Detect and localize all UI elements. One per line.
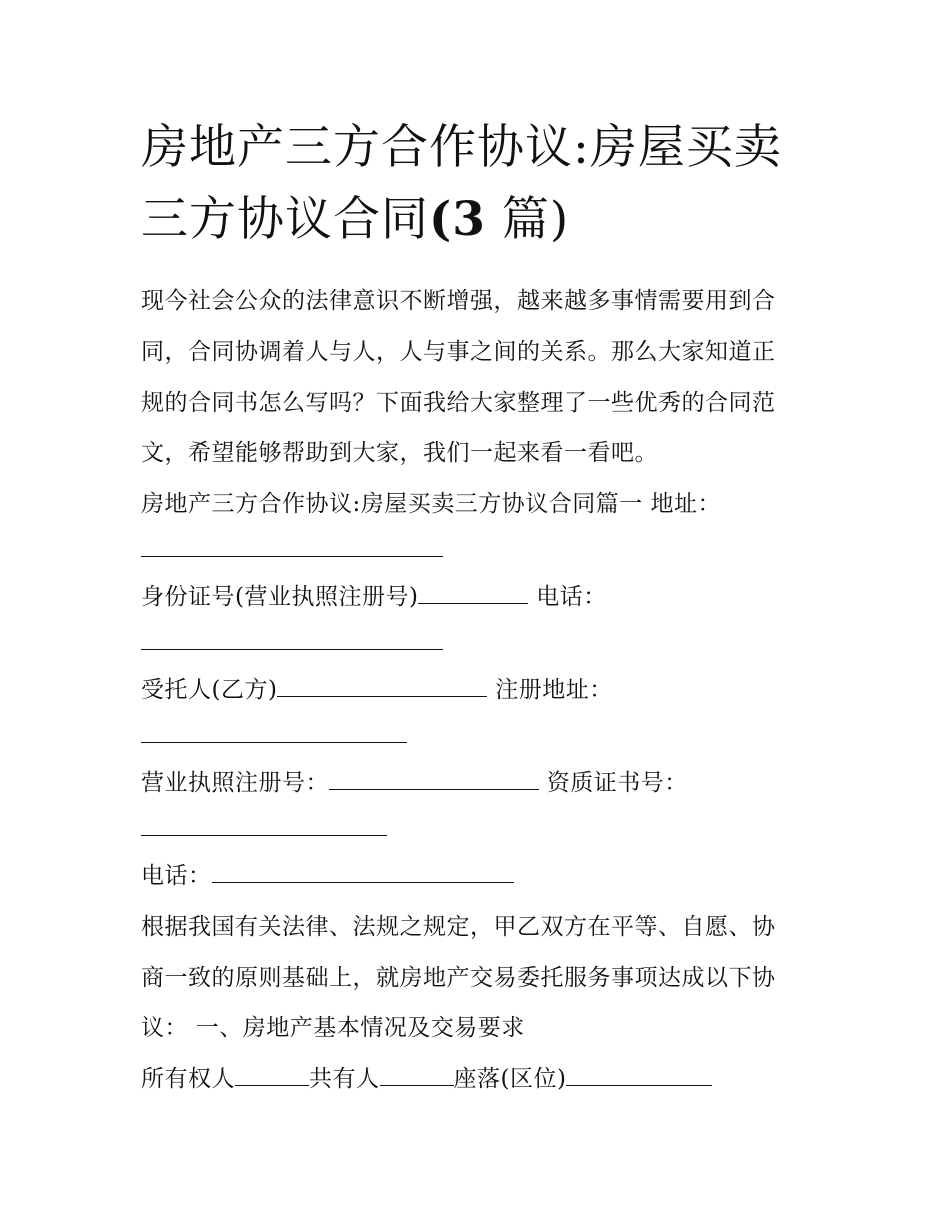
title-line-2-prefix: 三方协议合同 (141, 192, 429, 247)
reg-address-label: 注册地址： (487, 677, 613, 703)
license-label: 营业执照注册号： (141, 770, 329, 796)
owner-label: 所有权人 (141, 1066, 235, 1092)
phone-blank-2 (212, 862, 514, 883)
license-line (141, 768, 688, 798)
agent-label: 受托人(乙方) (141, 677, 278, 703)
agreement-line-2: 商一致的原则基础上，就房地产交易委托服务事项达成以下协 (141, 965, 776, 991)
reg-address-blank-line (141, 721, 407, 751)
location-blank (566, 1065, 712, 1086)
intro-line-3: 规的合同书怎么写吗？下面我给大家整理了一些优秀的合同范 (141, 390, 776, 416)
intro-line-4: 文，希望能够帮助到大家，我们一起来看一看吧。 (141, 440, 658, 466)
agreement-line-1: 根据我国有关法律、法规之规定，甲乙双方在平等、自愿、协 (141, 914, 776, 940)
phone-line-2 (141, 861, 514, 891)
title-line-2-suffix: 篇) (485, 192, 570, 247)
intro-line-2: 同，合同协调着人与人，人与事之间的关系。那么大家知道正 (141, 339, 776, 365)
reg-address-blank (141, 722, 407, 743)
phone-blank-line (141, 628, 443, 658)
qualification-blank-line (141, 814, 387, 844)
document-title (141, 112, 831, 256)
title-line-1: 房地产三方合作协议:房屋买卖 (141, 120, 782, 175)
agent-blank (277, 676, 487, 697)
id-phone-line (141, 582, 607, 612)
location-label: 座落(区位) (453, 1066, 567, 1092)
address-blank (141, 536, 443, 557)
section-heading: 房地产三方合作协议:房屋买卖三方协议合同篇一 地址： (141, 491, 722, 517)
address-blank-line (141, 535, 443, 565)
qualification-label: 资质证书号： (539, 770, 688, 796)
title-line-2-bold: (3 (429, 192, 486, 247)
agreement-line-3: 议： 一、房地产基本情况及交易要求 (141, 1015, 525, 1041)
license-blank (329, 769, 539, 790)
id-blank (418, 583, 528, 604)
qualification-blank (141, 815, 387, 836)
phone-blank-1 (141, 629, 443, 650)
agent-line (141, 675, 613, 705)
owner-blank (235, 1065, 309, 1086)
owner-line (141, 1064, 712, 1094)
phone-label-2: 电话： (141, 863, 212, 889)
id-label: 身份证号(营业执照注册号) (141, 584, 419, 610)
co-owner-blank (380, 1065, 454, 1086)
phone-label-1: 电话： (528, 584, 607, 610)
co-owner-label: 共有人 (309, 1066, 380, 1092)
intro-line-1: 现今社会公众的法律意识不断增强，越来越多事情需要用到合 (141, 288, 776, 314)
